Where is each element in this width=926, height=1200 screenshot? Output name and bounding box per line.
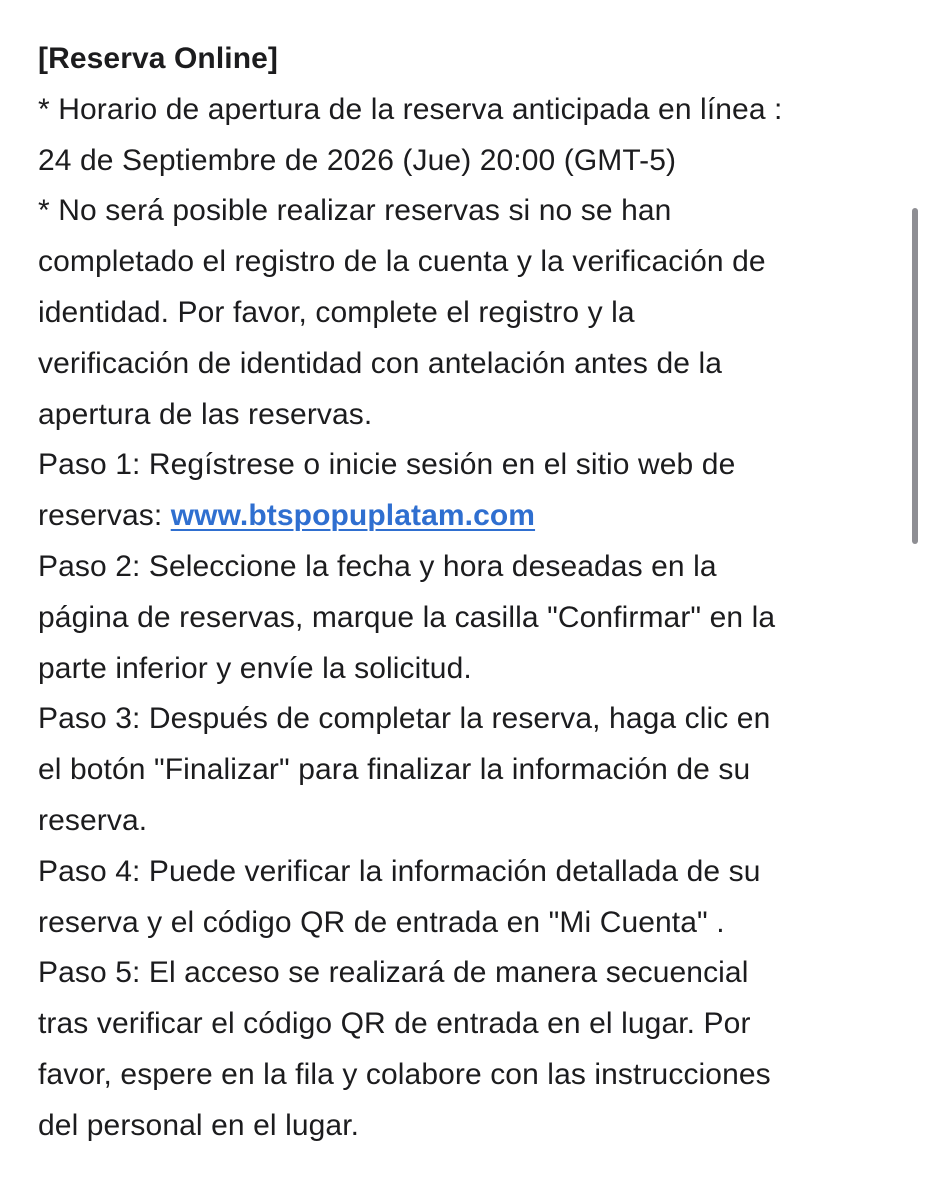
step-5-line-1: Paso 5: El acceso se realizará de manera secuencial bbox=[38, 956, 749, 990]
opening-time-label: * Horario de apertura de la reserva anticipada en línea : bbox=[38, 92, 783, 126]
step-2-line-3: parte inferior y envíe la solicitud. bbox=[38, 651, 472, 685]
section-title: [Reserva Online] bbox=[38, 42, 279, 75]
step-1-line-2 bbox=[38, 491, 898, 542]
vertical-scrollbar[interactable] bbox=[912, 208, 918, 544]
opening-time-value: 24 de Septiembre de 2026 (Jue) 20:00 (GMT-5) bbox=[38, 143, 677, 177]
registration-notice-line-5: apertura de las reservas. bbox=[38, 397, 373, 431]
step-2-line-2: página de reservas, marque la casilla "Confirmar" en la bbox=[38, 600, 776, 634]
reservation-info-text bbox=[38, 34, 898, 1152]
registration-notice-line-4: verificación de identidad con antelación antes de la bbox=[38, 346, 722, 380]
step-5-line-4: del personal en el lugar. bbox=[38, 1108, 360, 1142]
step-1-prefix: reservas: bbox=[38, 499, 171, 533]
step-3-line-2: el botón "Finalizar" para finalizar la información de su bbox=[38, 753, 751, 787]
step-4-line-2: reserva y el código QR de entrada en "Mi Cuenta" . bbox=[38, 905, 725, 939]
reservation-website-link[interactable]: www.btspopuplatam.com bbox=[170, 499, 536, 533]
step-2-line-1: Paso 2: Seleccione la fecha y hora deseadas en la bbox=[38, 549, 717, 583]
step-1-line-1: Paso 1: Regístrese o inicie sesión en el sitio web de bbox=[38, 448, 736, 482]
registration-notice-line-3: identidad. Por favor, complete el registro y la bbox=[38, 295, 635, 329]
registration-notice-line-2: completado el registro de la cuenta y la verificación de bbox=[38, 245, 766, 279]
registration-notice-line-1: * No será posible realizar reservas si no se han bbox=[38, 194, 672, 228]
step-5-line-3: favor, espere en la fila y colabore con las instrucciones bbox=[38, 1057, 771, 1091]
step-3-line-1: Paso 3: Después de completar la reserva, haga clic en bbox=[38, 702, 771, 736]
step-5-line-2: tras verificar el código QR de entrada en el lugar. Por bbox=[38, 1007, 751, 1041]
step-3-line-3: reserva. bbox=[38, 803, 148, 837]
step-4-line-1: Paso 4: Puede verificar la información detallada de su bbox=[38, 854, 761, 888]
